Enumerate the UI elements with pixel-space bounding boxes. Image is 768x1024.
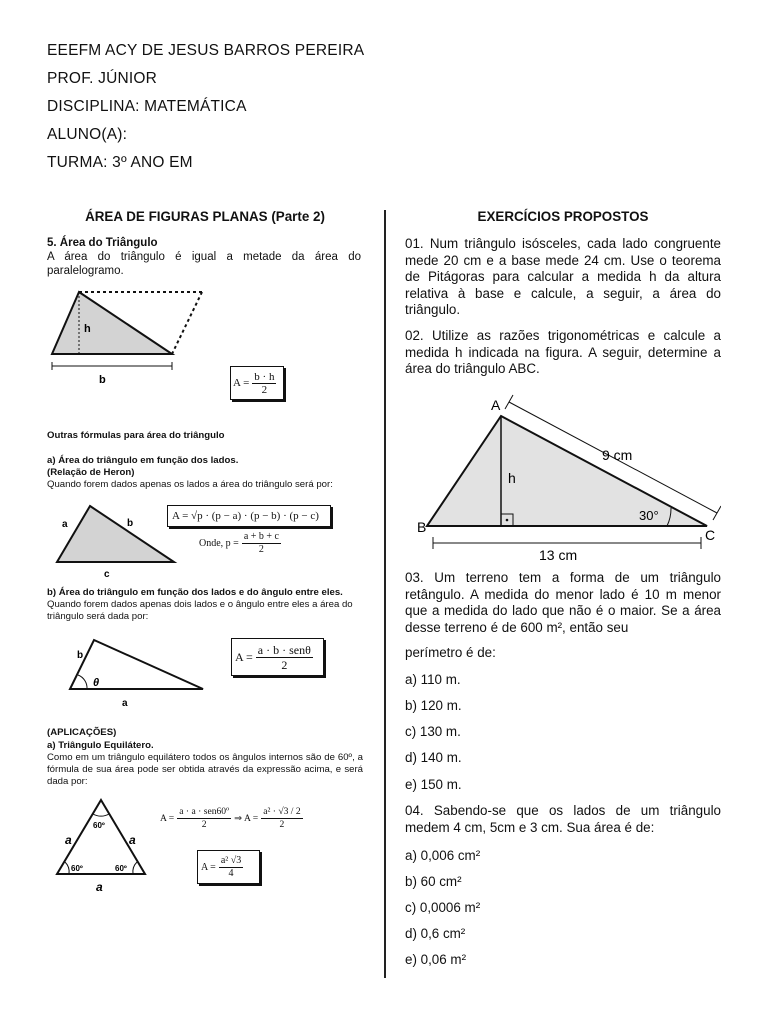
formula1-num: b · h (254, 370, 275, 383)
heron-p-den: 2 (258, 544, 264, 555)
q4-option-b[interactable]: b) 60 cm² (405, 874, 462, 889)
section-text: A área do triângulo é igual a metade da área do paralelogramo. (47, 251, 361, 277)
other-formulas-heading: Outras fórmulas para área do triângulo (47, 430, 225, 441)
angle-formula-num: a · b · senθ (257, 642, 311, 657)
heron-c-label: c (104, 569, 110, 580)
question-04: 04. Sabendo-se que os lados de um triângulo medem 4 cm, 5cm e 3 cm. Sua área é de: (405, 803, 721, 835)
angle-theta-label: θ (93, 677, 100, 689)
q3-option-e[interactable]: e) 150 m. (405, 777, 462, 792)
eq-formula3-den: 4 (228, 867, 234, 879)
equilateral-triangle-figure (47, 794, 157, 894)
heron-triangle-figure (47, 498, 187, 580)
angle-formula-lhs: A = (235, 649, 253, 664)
angle-a-label: a (122, 698, 128, 709)
eq-formula2-den: 2 (279, 819, 285, 830)
student-line: ALUNO(A): (47, 126, 128, 143)
q3-option-c[interactable]: c) 130 m. (405, 724, 461, 739)
equilateral-area-formula (197, 850, 260, 884)
heron-p-num: a + b + c (243, 531, 279, 542)
heron-heading: a) Área do triângulo em função dos lados. (47, 455, 239, 466)
angle-b-label: b (77, 650, 84, 661)
triangle-abc-figure (405, 392, 721, 562)
triangle-parallelogram-figure (47, 286, 217, 386)
q3-option-b[interactable]: b) 120 m. (405, 698, 462, 713)
question-02: 02. Utilize as razões trigonométricas e calcule a medida h indicada na figura. A seguir, determine a área do triângulo ABC. (405, 328, 721, 377)
angle-formula-den: 2 (281, 657, 288, 672)
side-9cm-label: 9 cm (602, 447, 633, 463)
eq-side-right: a (129, 833, 136, 847)
angle-formula (231, 638, 324, 676)
fig1-b-label: b (99, 374, 106, 386)
q3-option-a[interactable]: a) 110 m. (405, 672, 461, 687)
q4-option-d[interactable]: d) 0,6 cm² (405, 926, 466, 941)
teacher-name: PROF. JÚNIOR (47, 70, 158, 87)
fig1-h-label: h (84, 323, 91, 335)
height-h-label: h (508, 470, 516, 486)
q4-option-e[interactable]: e) 0,06 m² (405, 952, 467, 967)
eq-formula1-num: a · a · sen60º (179, 806, 230, 817)
eq-formula3-lhs: A = (201, 861, 216, 873)
equilateral-heading: a) Triângulo Equilátero. (47, 740, 154, 751)
q3-option-d[interactable]: d) 140 m. (405, 750, 462, 765)
eq-side-bottom: a (96, 880, 103, 894)
vertex-a-label: A (491, 397, 501, 413)
angle-text: Quando forem dados apenas dois lados e o ângulo entre eles a área do triângulo será dada por: (47, 599, 353, 622)
heron-formula: A = √p · (p − a) · (p − b) · (p − c) (167, 505, 331, 527)
question-01: 01. Num triângulo isósceles, cada lado congruente mede 20 cm e a base mede 24 cm. Use o teorema de Pitágoras para calcular a medida h da altura relativa à base e calcule, a seguir, a área do triângulo. (405, 236, 721, 318)
vertex-c-label: C (705, 527, 716, 543)
eq-formula3-num: a² √3 (220, 854, 242, 866)
heron-p-definition (199, 531, 281, 556)
eq-side-left: a (65, 833, 72, 847)
question-03-continuation: perímetro é de: (405, 645, 496, 660)
angle-triangle-figure (47, 632, 217, 712)
school-name: EEEFM ACY DE JESUS BARROS PEREIRA (47, 42, 365, 59)
eq-angle-top: 60º (93, 821, 105, 830)
equilateral-formula-derivation (160, 806, 303, 831)
eq-arrow: ⇒ A = (234, 813, 259, 824)
q4-option-c[interactable]: c) 0,0006 m² (405, 900, 481, 915)
class-line: TURMA: 3º ANO EM (47, 154, 193, 171)
applications-heading: (APLICAÇÕES) (47, 727, 117, 738)
eq-formula2-num: a² · √3 / 2 (263, 806, 301, 817)
heron-b-label: b (127, 518, 134, 529)
eq-angle-left: 60º (71, 864, 83, 873)
left-title: ÁREA DE FIGURAS PLANAS (Parte 2) (85, 209, 325, 224)
eq-formula1-den: 2 (201, 819, 207, 830)
angle-heading: b) Área do triângulo em função dos lados e do ângulo entre eles. (47, 587, 343, 598)
eq-formula1-lhs: A = (160, 813, 175, 824)
heron-text: Quando forem dados apenas os lados a área do triângulo será por: (47, 479, 333, 490)
formula1-lhs: A = (233, 377, 250, 389)
equilateral-text: Como em um triângulo equilátero todos os ângulos internos são de 60º, a fórmula de sua área pode ser obtida através da expressão acima, e será dada por: (47, 752, 363, 787)
question-03: 03. Um terreno tem a forma de um triângulo retângulo. A medida do menor lado é 10 m menor que a medida do lado que não é o maior. Se a área desse terreno é de 600 m², então seu (405, 570, 721, 635)
column-divider (384, 210, 386, 978)
eq-angle-right: 60º (115, 864, 127, 873)
heron-a-label: a (62, 519, 68, 530)
vertex-b-label: B (417, 519, 427, 535)
heron-onde: Onde, p = (199, 538, 239, 549)
q4-option-a[interactable]: a) 0,006 cm² (405, 848, 481, 863)
section-heading: 5. Área do Triângulo (47, 237, 158, 249)
subject-line: DISCIPLINA: MATEMÁTICA (47, 98, 247, 115)
formula1-den: 2 (261, 383, 268, 396)
side-13cm-label: 13 cm (539, 547, 578, 562)
exercises-title: EXERCÍCIOS PROPOSTOS (477, 209, 649, 224)
heron-subheading: (Relação de Heron) (47, 467, 135, 478)
formula-base-height (230, 366, 284, 400)
angle-30-label: 30° (639, 508, 659, 523)
